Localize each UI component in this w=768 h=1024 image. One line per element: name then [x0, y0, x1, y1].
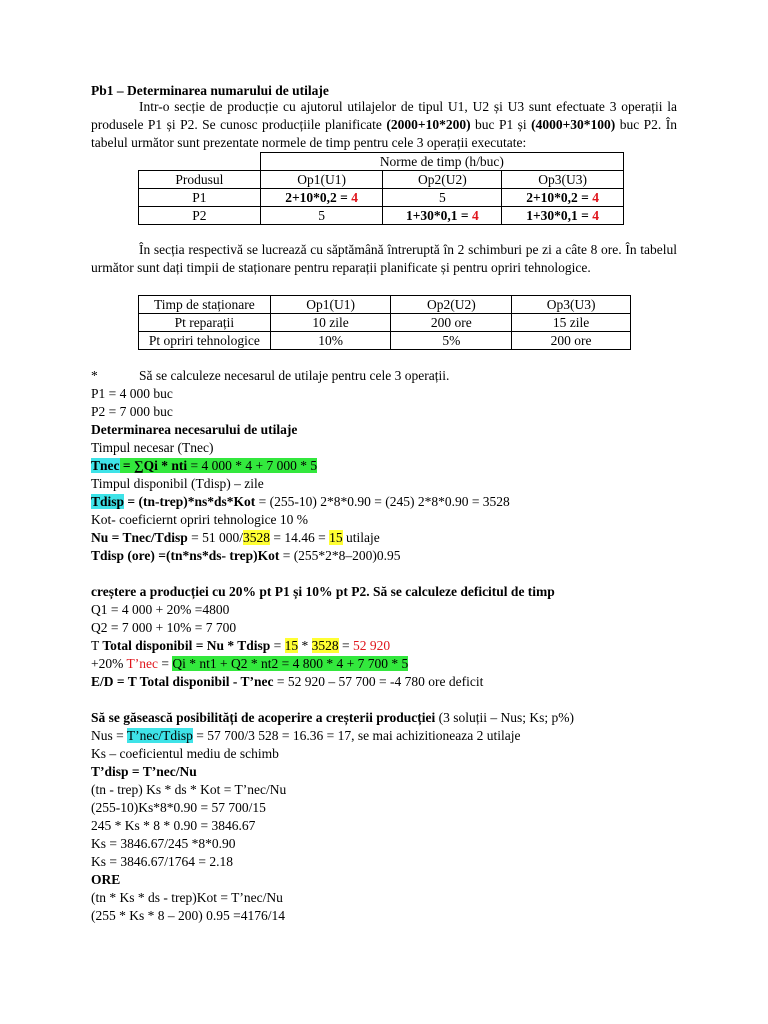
table-cell: P2 [139, 207, 261, 225]
intro-quantity-p2: (4000+30*100) [531, 117, 616, 132]
equation-line: 245 * Ks * 8 * 0.90 = 3846.67 [91, 818, 256, 833]
tnec-new-equals: = [157, 656, 173, 671]
equation-line: (tn * Ks * ds - trep)Kot = T’nec/Nu [91, 890, 283, 905]
tdisp-expression: = (tn-trep)*ns*ds*Kot [124, 494, 256, 509]
table-row [139, 332, 631, 350]
section3-subtitle: (3 soluții – Nus; Ks; p%) [435, 710, 574, 725]
intro-quantity-p1: (2000+10*200) [386, 117, 471, 132]
nu-formula [91, 529, 380, 547]
nu-rounded-highlight: 15 [329, 530, 343, 545]
table-cell: 10 zile [270, 314, 391, 332]
total-t: T [91, 638, 103, 653]
tdisp-values: = (255-10) 2*8*0.90 = (245) 2*8*0.90 = 3528 [255, 494, 510, 509]
given-p2: P2 = 7 000 buc [91, 404, 173, 419]
table-row [139, 314, 631, 332]
tnec-new-symbol: T’nec [126, 656, 158, 671]
task-line [91, 367, 449, 385]
tdisp-symbol: Tdisp [91, 494, 125, 509]
nus-result: = 57 700/3 528 = 16.36 = 17, se mai achizitioneaza 2 utilaje [192, 728, 521, 743]
hours-heading: ORE [91, 872, 121, 887]
table-cell [260, 189, 383, 207]
table-cell: 10% [270, 332, 391, 350]
table-cell [502, 207, 624, 225]
equation-line: (tn - trep) Ks * ds * Kot = T’nec/Nu [91, 782, 287, 797]
table-row [139, 207, 624, 225]
table-cell: 5% [391, 332, 512, 350]
kot-note: Kot- coeficiernt opriri tehnologice 10 % [91, 512, 309, 527]
cell-expression: 2+10*0,2 = [285, 190, 352, 205]
nu-tdisp-highlight: 3528 [242, 530, 270, 545]
tdisp-hours-formula [91, 547, 401, 565]
tdisp-formula [91, 493, 510, 511]
nus-line [91, 727, 521, 745]
total-nu-highlight: 15 [284, 638, 299, 653]
q2-line: Q2 = 7 000 + 10% = 7 700 [91, 620, 237, 635]
intro-paragraph [91, 98, 677, 152]
task-bullet: * [91, 368, 98, 383]
nu-expression: Nu = Tnec/Tdisp [91, 530, 188, 545]
cell-expression: 5 [318, 208, 325, 223]
cell-result: 4 [592, 208, 599, 223]
intro-text-3: buc P2. În tabelul următor sunt prezentate normele de timp pentru cele 3 operații executate: [91, 117, 677, 150]
table-cell: Pt reparații [139, 314, 271, 332]
nu-values: = 51 000/ [187, 530, 243, 545]
equation-line: Ks = 3846.67/1764 = 2.18 [91, 854, 233, 869]
cell-expression: 2+10*0,2 = [526, 190, 593, 205]
tnec-new-formula: Qi * nt1 + Q2 * nt2 = 4 800 * 4 + 7 700 * 5 [172, 656, 409, 671]
total-available-line [91, 637, 390, 655]
nu-unit: utilaje [342, 530, 380, 545]
tnec-new-prefix: +20% [91, 656, 127, 671]
total-equals: = [270, 638, 285, 653]
cell-expression: 1+30*0,1 = [526, 208, 593, 223]
tnec-new-line [91, 655, 408, 673]
section2-heading: creștere a producției cu 20% pt P1 și 10% pt P2. Să se calculeze deficitul de timp [91, 584, 555, 599]
cell-result: 4 [351, 190, 358, 205]
document-title: Pb1 – Determinarea numarului de utilaje [91, 83, 329, 98]
table-cell: Pt opriri tehnologice [139, 332, 271, 350]
tdisp-label: Timpul disponibil (Tdisp) – zile [91, 476, 264, 491]
table2-header-cell: Timp de staționare [139, 296, 271, 314]
section3-heading [91, 709, 574, 727]
equation-line: (255-10)Ks*8*0.90 = 57 700/15 [91, 800, 266, 815]
nus-formula-highlight: T’nec/Tdisp [126, 728, 193, 743]
ks-label: Ks – coeficientul mediu de schimb [91, 746, 279, 761]
tnec-formula [91, 457, 317, 475]
total-tdisp-highlight: 3528 [311, 638, 339, 653]
table1-header-cell: Op3(U3) [502, 171, 624, 189]
table-cell: 15 zile [512, 314, 631, 332]
table-cell: 200 ore [512, 332, 631, 350]
table-row [139, 189, 624, 207]
downtime-table [138, 295, 631, 350]
tnec-sum: ∑Qi * nti [133, 458, 188, 473]
deficit-expression: E/D = T Total disponibil - T’nec [91, 674, 274, 689]
tdisp-hours-values: = (255*2*8–200)0.95 [279, 548, 401, 563]
time-norms-table [138, 152, 624, 225]
cell-result: 4 [592, 190, 599, 205]
tnec-equals: = [119, 458, 134, 473]
table-cell: 200 ore [391, 314, 512, 332]
q1-line: Q1 = 4 000 + 20% =4800 [91, 602, 230, 617]
nus-symbol: Nus = [91, 728, 127, 743]
table1-header-cell: Produsul [139, 171, 261, 189]
table-cell [383, 207, 502, 225]
equation-line: (255 * Ks * 8 – 200) 0.95 =4176/14 [91, 908, 285, 923]
total-expression: Total disponibil = Nu * Tdisp [102, 638, 271, 653]
nu-result: = 14.46 = [269, 530, 330, 545]
table-cell [502, 189, 624, 207]
total-times: * [298, 638, 312, 653]
table-cell [383, 189, 502, 207]
equation-line: Ks = 3846.67/245 *8*0.90 [91, 836, 236, 851]
schedule-paragraph: În secția respectivă se lucrează cu săptămână întreruptă în 2 schimburi pe zi a câte 8 ore. În tabelul următor sunt dați timpii de staționare pentru reparații planificate și pentru opriri tehnologice. [91, 242, 677, 275]
table2-header-row [139, 296, 631, 314]
total-equals-2: = [338, 638, 354, 653]
total-result: 52 920 [353, 638, 391, 653]
tnec-label: Timpul necesar (Tnec) [91, 440, 214, 455]
table1-group-header: Norme de timp (h/buc) [260, 153, 623, 171]
table-cell: P1 [139, 189, 261, 207]
table2-header-cell: Op3(U3) [512, 296, 631, 314]
cell-expression: 5 [438, 190, 446, 205]
cell-result: 4 [471, 208, 479, 223]
table1-header-cell: Op1(U1) [260, 171, 383, 189]
table2-header-cell: Op1(U1) [270, 296, 391, 314]
section1-heading: Determinarea necesarului de utilaje [91, 422, 298, 437]
table2-header-cell: Op2(U2) [391, 296, 512, 314]
task-text: Să se calculeze necesarul de utilaje pentru cele 3 operații. [139, 368, 450, 383]
tnec-values: = 4 000 * 4 + 7 000 * 5 [187, 458, 318, 473]
deficit-values: = 52 920 – 57 700 = -4 780 ore deficit [273, 674, 484, 689]
intro-text-1: Intr-o secție de producție cu ajutorul utilajelor de tipul U1, U2 și U3 sunt efectuate 3 operații la produsele P1 și P2. Se cunosc producțiile planificate [91, 99, 677, 132]
tdisp-hours-expression: Tdisp (ore) =(tn*ns*ds- trep)Kot [91, 548, 280, 563]
given-p1: P1 = 4 000 buc [91, 386, 173, 401]
table-cell [260, 207, 383, 225]
tnec-symbol: Tnec [91, 458, 120, 473]
table1-header-row [139, 171, 624, 189]
table1-header-cell: Op2(U2) [383, 171, 502, 189]
deficit-line [91, 673, 483, 691]
equation-line: T’disp = T’nec/Nu [91, 764, 197, 779]
section3-title: Să se găsească posibilități de acoperire a creșterii producției [91, 710, 436, 725]
cell-expression: 1+30*0,1 = [405, 208, 472, 223]
intro-text-2: buc P1 și [470, 117, 532, 132]
